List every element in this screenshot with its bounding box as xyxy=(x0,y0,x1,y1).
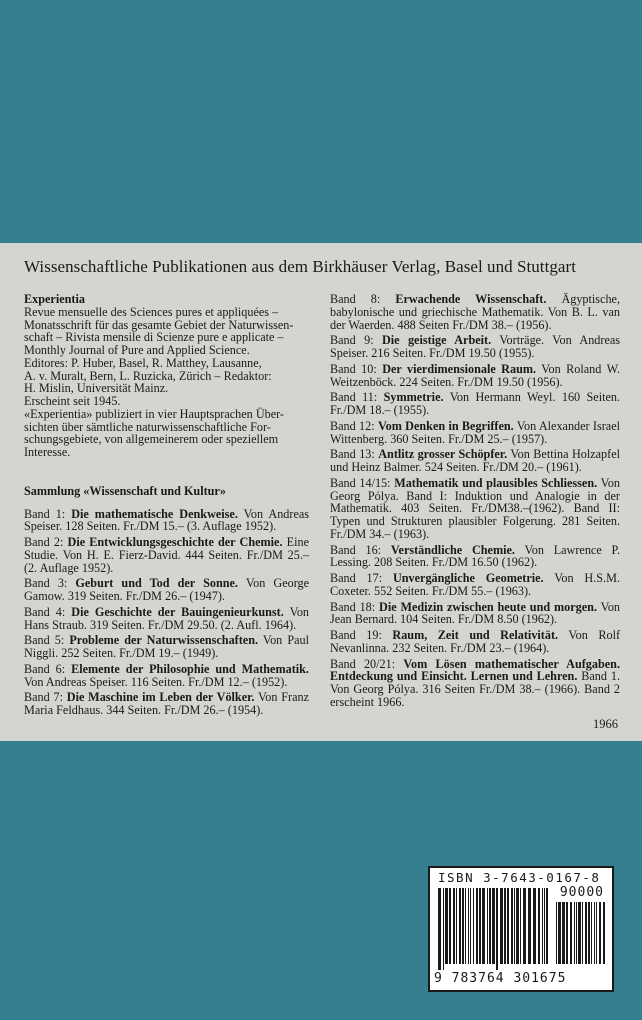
barcode-bar xyxy=(591,902,592,964)
band-details: Von Jean Bernard. 104 Seiten. Fr./DM 8.50 (1962). xyxy=(330,599,621,627)
band-number: Band 18: xyxy=(330,599,376,614)
band-details: Von Franz Maria Feldhaus. 344 Seiten. Fr./DM 26.– (1954). xyxy=(24,690,310,717)
band-title: Vom Lösen mathematischer Aufgaben. Entdeckung und Einsicht. Lernen und Lehren. xyxy=(330,656,620,684)
band-number: Band 13: xyxy=(330,447,375,462)
band-entry xyxy=(24,606,309,632)
band-entry xyxy=(330,293,620,331)
band-title: Symmetrie. xyxy=(383,390,444,405)
band-entry xyxy=(330,477,620,541)
barcode-bar xyxy=(438,888,441,970)
barcode-bar xyxy=(599,902,601,964)
band-details: Ägyptische, babylonische und griechische Mathematik. Von B. L. van der Waerden. 488 Seiten Fr./DM 38.– (1956). xyxy=(330,292,620,332)
band-entry xyxy=(330,391,620,417)
band-number: Band 6: xyxy=(24,661,66,676)
barcode-bar xyxy=(533,888,536,964)
band-entry xyxy=(330,420,620,446)
band-list-right xyxy=(330,293,620,709)
band-number: Band 20/21: xyxy=(330,656,396,671)
barcode-bar xyxy=(574,902,575,964)
ean-number: 9 783764 301675 xyxy=(434,971,567,986)
band-title: Die mathematische Denkweise. xyxy=(71,506,238,521)
barcode-bar xyxy=(603,902,605,964)
band-number: Band 1: xyxy=(24,506,66,521)
barcode-bar xyxy=(479,888,481,964)
band-title: Probleme der Naturwissenschaften. xyxy=(69,633,259,648)
barcode-bar xyxy=(449,888,451,964)
band-title: Mathematik und plausibles Schliessen. xyxy=(394,475,598,490)
band-entry xyxy=(330,629,620,655)
band-details: Von Andreas Speiser. 116 Seiten. Fr./DM 12.– (1952). xyxy=(24,674,288,689)
barcode-bar xyxy=(544,888,545,964)
right-column xyxy=(330,293,620,712)
experientia-title: Experientia xyxy=(24,292,85,306)
band-entry xyxy=(330,572,620,598)
barcode-addon-number: 90000 xyxy=(559,885,604,900)
experientia-line: schaft – Rivista mensile di Scienze pure e applicate – xyxy=(24,330,284,345)
experientia-editors-line: Editores: P. Huber, Basel, R. Matthey, Lausanne, xyxy=(24,355,262,370)
barcode-bar xyxy=(528,888,531,964)
band-details: Vorträge. Von Andreas Speiser. 216 Seiten. Fr./DM 19.50 (1955). xyxy=(330,333,621,360)
band-title: Erwachende Wissenschaft. xyxy=(395,292,547,306)
barcode-bar xyxy=(496,888,498,970)
ean-barcode xyxy=(438,888,552,970)
barcode-bar xyxy=(489,888,491,964)
barcode-bar xyxy=(500,888,503,964)
publication-year: 1966 xyxy=(593,717,618,731)
barcode-bar xyxy=(558,902,561,964)
experientia-line: «Experientia» publiziert in vier Hauptsprachen Über- xyxy=(24,406,284,421)
band-title: Elemente der Philosophie und Mathematik. xyxy=(71,661,309,676)
experientia-line: Interesse. xyxy=(24,445,71,459)
barcode-bar xyxy=(511,888,513,964)
band-number: Band 16: xyxy=(330,542,382,557)
band-list-left xyxy=(24,508,309,717)
band-details: Eine Studie. Von H. E. Fierz-David. 444 Seiten. Fr./DM 25.– (2. Auflage 1952). xyxy=(24,535,310,575)
band-details: Von Roland W. Weitzenböck. 224 Seiten. Fr./DM 19.50 (1956). xyxy=(330,361,621,389)
band-details: Von Hermann Weyl. 160 Seiten. Fr./DM 18.– (1955). xyxy=(330,390,621,417)
barcode-bar xyxy=(566,902,568,964)
experientia-line: sichten über sämtliche naturwissenschaftliche For- xyxy=(24,419,271,434)
band-details: Von George Gamow. 319 Seiten. Fr./DM 26.– (1947). xyxy=(24,576,310,603)
band-entry xyxy=(24,663,309,689)
barcode-bar xyxy=(588,902,590,964)
band-title: Die Maschine im Leben der Völker. xyxy=(66,690,255,705)
barcode-bar xyxy=(487,888,488,964)
band-details: Von H.S.M. Coxeter. 552 Seiten. Fr./DM 55.– (1963). xyxy=(330,571,620,598)
barcode-bar xyxy=(470,888,471,964)
band-entry xyxy=(24,536,309,574)
publisher-heading: Wissenschaftliche Publikationen aus dem Birkhäuser Verlag, Basel und Stuttgart xyxy=(24,257,576,276)
band-title: Die geistige Arbeit. xyxy=(381,333,492,348)
isbn-number: ISBN 3-7643-0167-8 xyxy=(438,870,601,885)
band-entry xyxy=(330,334,620,360)
barcode-bar xyxy=(465,888,466,964)
barcode-bar xyxy=(468,888,469,964)
barcode-bar xyxy=(562,902,565,964)
experientia-line: Monatsschrift für das gesamte Gebiet der Naturwissen- xyxy=(24,317,294,332)
band-details: Von Paul Niggli. 252 Seiten. Fr./DM 19.– (1949). xyxy=(24,633,309,660)
band-entry xyxy=(330,448,620,474)
barcode-bar xyxy=(576,902,577,964)
band-details: Von Lawrence P. Lessing. 208 Seiten. Fr./DM 16.50 (1962). xyxy=(330,542,620,570)
barcode-bar xyxy=(523,888,526,964)
barcode-bar xyxy=(507,888,509,964)
experientia-line: Revue mensuelle des Sciences pures et appliquées – xyxy=(24,304,279,319)
band-entry xyxy=(24,577,309,603)
barcode-bar xyxy=(520,888,521,964)
band-number: Band 4: xyxy=(24,604,66,619)
barcode-bar xyxy=(514,888,515,964)
band-title: Raum, Zeit und Relativität. xyxy=(392,628,559,642)
barcode-bar xyxy=(585,902,587,964)
addon-barcode xyxy=(556,902,608,970)
band-entry xyxy=(330,658,620,709)
band-entry xyxy=(330,544,620,570)
band-entry xyxy=(24,508,309,534)
band-number: Band 2: xyxy=(24,535,64,549)
barcode-bar xyxy=(453,888,455,964)
barcode-bar xyxy=(482,888,485,964)
band-number: Band 3: xyxy=(24,576,68,591)
barcode-bar xyxy=(582,902,583,964)
band-title: Unvergängliche Geometrie. xyxy=(392,571,544,585)
sammlung-title: Sammlung «Wissenschaft und Kultur» xyxy=(24,483,226,498)
experientia-line: Erscheint seit 1945. xyxy=(24,394,121,408)
band-entry xyxy=(330,363,620,389)
barcode-bar xyxy=(546,888,548,964)
band-details: Von Bettina Holzapfel und Heinz Balmer. 524 Seiten. Fr./DM 20.– (1961). xyxy=(330,447,620,474)
band-title: Der vierdimensionale Raum. xyxy=(382,361,537,376)
barcode-bar xyxy=(456,888,457,964)
barcode-bar xyxy=(462,888,464,964)
barcode-bar xyxy=(476,888,478,964)
barcode-bar xyxy=(459,888,461,964)
band-title: Vom Denken in Begriffen. xyxy=(377,418,514,433)
barcode-bar xyxy=(473,888,474,964)
band-number: Band 12: xyxy=(330,418,375,433)
left-column xyxy=(24,293,309,720)
experientia-editors-line: H. Mislin, Universität Mainz. xyxy=(24,381,169,396)
band-title: Verständliche Chemie. xyxy=(390,542,515,557)
band-details: Band 1. Von Georg Pólya. 316 Seiten Fr./DM 38.– (1966). Band 2 erscheint 1966. xyxy=(330,669,621,709)
isbn-barcode-label xyxy=(428,866,614,992)
band-number: Band 10: xyxy=(330,361,377,376)
band-entry xyxy=(330,601,620,627)
barcode-bar xyxy=(516,888,519,964)
barcode-bar xyxy=(578,902,581,964)
band-title: Antlitz grosser Schöpfer. xyxy=(378,447,508,462)
text-panel xyxy=(0,243,642,741)
band-number: Band 17: xyxy=(330,571,383,585)
band-number: Band 9: xyxy=(330,333,374,348)
barcode-bar xyxy=(570,902,572,964)
barcode-bar xyxy=(492,888,495,964)
band-number: Band 5: xyxy=(24,633,65,648)
band-title: Die Medizin zwischen heute und morgen. xyxy=(379,599,597,614)
band-number: Band 19: xyxy=(330,628,382,642)
band-entry xyxy=(24,634,309,660)
band-number: Band 14/15: xyxy=(330,475,391,490)
band-number: Band 8: xyxy=(330,292,381,306)
band-details: Von Rolf Nevanlinna. 232 Seiten. Fr./DM 23.– (1964). xyxy=(330,628,621,655)
experientia-description xyxy=(24,306,309,459)
barcode-bar xyxy=(538,888,540,964)
barcode-bar xyxy=(504,888,506,964)
band-title: Geburt und Tod der Sonne. xyxy=(75,576,238,591)
band-details: Von Alexander Israel Wittenberg. 360 Seiten. Fr./DM 25.– (1957). xyxy=(330,418,620,446)
band-details: Von Hans Straub. 319 Seiten. Fr./DM 29.50. (2. Aufl. 1964). xyxy=(24,604,310,632)
band-title: Die Geschichte der Bauingenieurkunst. xyxy=(71,604,284,619)
barcode-bar xyxy=(556,902,557,964)
barcode-bar xyxy=(594,902,595,964)
band-details: Von Georg Pólya. Band I: Induktion und Analogie in der Mathematik. 403 Seiten. Fr./DM38.–(1962). Band II: Typen und Strukturen plausibler Folgerung. 281 Seiten. Fr./DM 34.– (1963). xyxy=(330,475,621,541)
experientia-editors-line: A. v. Muralt, Bern, L. Ruzicka, Zürich – Redaktor: xyxy=(24,368,272,383)
experientia-line: Monthly Journal of Pure and Applied Science. xyxy=(24,343,250,357)
barcode-bar xyxy=(443,888,444,970)
band-details: Von Andreas Speiser. 128 Seiten. Fr./DM 15.– (3. Auflage 1952). xyxy=(24,506,310,534)
band-entry xyxy=(24,691,309,717)
experientia-line: schungsgebiete, von allgemeinerem oder speziellem xyxy=(24,432,279,447)
band-number: Band 11: xyxy=(330,390,378,405)
barcode-bar xyxy=(445,888,448,964)
barcode-bar xyxy=(596,902,597,964)
band-title: Die Entwicklungsgeschichte der Chemie. xyxy=(67,535,283,549)
barcode-bar xyxy=(542,888,543,964)
band-number: Band 7: xyxy=(24,690,63,705)
